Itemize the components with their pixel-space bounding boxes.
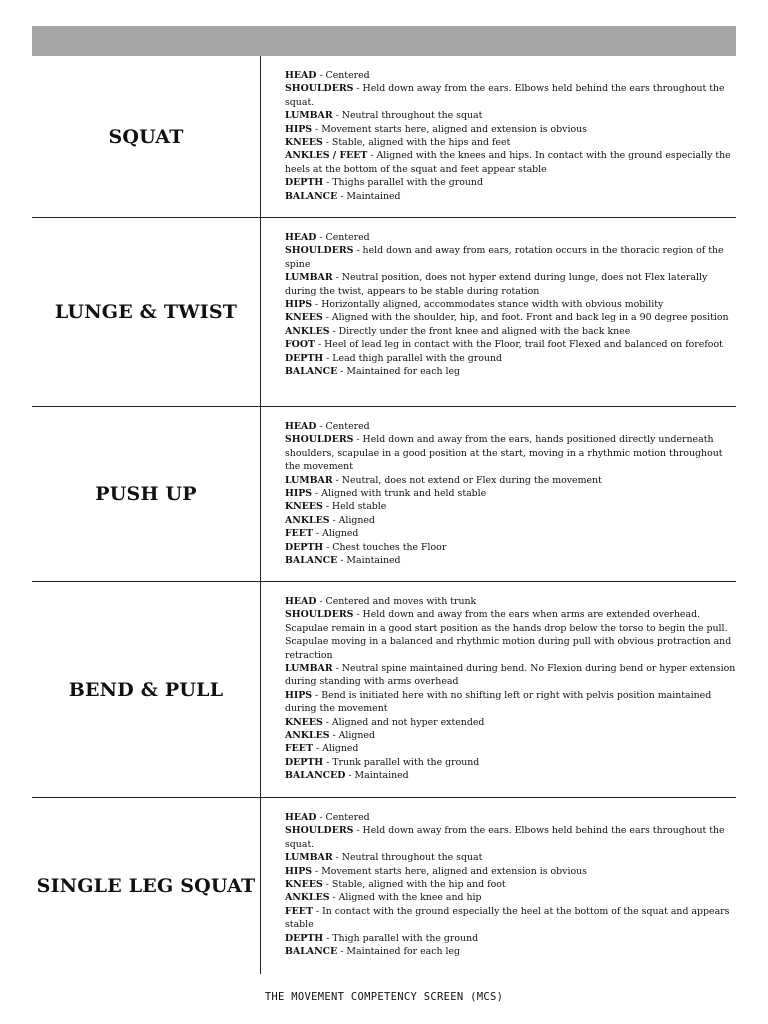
- table-row-single-leg-squat: [32, 798, 736, 974]
- criterion-text: - Heel of lead leg in contact with the Floor, trail foot Flexed and balanced on forefoot: [314, 339, 723, 351]
- criterion-key: FEET: [285, 528, 313, 540]
- criterion: [285, 891, 736, 904]
- criterion: [285, 769, 736, 782]
- criterion-text: - Centered: [316, 232, 370, 243]
- criterion: [285, 595, 736, 608]
- criterion-text: - Held down and away from the ears when arms are extended overhead. Scapulae remain in a good start position as the hands drop below the torso to begin the pull. Scapulae moving in a balanced and rhythmic motion during pull with obvious protraction and retraction: [285, 609, 732, 661]
- criterion: [285, 500, 736, 513]
- criterion-key: KNEES: [285, 716, 323, 728]
- criterion: [285, 905, 736, 932]
- table-row-lunge-twist: [32, 218, 736, 407]
- criterion-key: DEPTH: [285, 541, 324, 553]
- criterion-key: BALANCE: [285, 946, 338, 958]
- criterion-key: HIPS: [285, 865, 313, 877]
- criterion: [285, 851, 736, 864]
- movement-name-cell: [32, 582, 261, 797]
- criterion: [285, 149, 736, 176]
- criterion-key: SHOULDERS: [285, 434, 354, 446]
- criterion-text: - Aligned with the shoulder, hip, and foot. Front and back leg in a 90 degree position: [322, 312, 729, 324]
- page-footer: THE MOVEMENT COMPETENCY SCREEN (MCS): [264, 991, 504, 1003]
- criterion: [285, 729, 736, 742]
- criterion: [285, 69, 736, 82]
- criterion-text: - Stable, aligned with the hips and feet: [322, 137, 511, 149]
- criterion-key: SHOULDERS: [285, 245, 354, 257]
- criterion-text: - Centered and moves with trunk: [316, 596, 477, 607]
- criterion-text: - Aligned with trunk and held stable: [312, 488, 487, 500]
- criterion-key: HIPS: [285, 123, 313, 135]
- criterion-text: - Directly under the front knee and aligned with the back knee: [329, 325, 631, 337]
- movement-name: LUNGE & TWIST: [54, 301, 238, 323]
- criterion: [285, 527, 736, 540]
- criterion-key: LUMBAR: [285, 474, 333, 486]
- criterion-key: HEAD: [285, 421, 317, 432]
- criterion: [285, 109, 736, 122]
- criterion-key: BALANCE: [285, 190, 338, 202]
- criterion-key: KNEES: [285, 137, 323, 149]
- criterion-text: - Chest touches the Floor: [323, 541, 447, 553]
- criterion-text: - Maintained: [337, 190, 401, 202]
- table-row-push-up: [32, 407, 736, 582]
- criterion-key: DEPTH: [285, 932, 324, 944]
- criterion-key: ANKLES: [285, 730, 330, 742]
- table-row-bend-pull: [32, 582, 736, 798]
- criterion-text: - Held down away from the ears. Elbows held behind the ears throughout the squat.: [285, 825, 725, 850]
- criterion-key: HEAD: [285, 812, 317, 823]
- criterion-key: HIPS: [285, 488, 313, 500]
- criterion: [285, 311, 736, 324]
- criterion: [285, 878, 736, 891]
- criterion: [285, 82, 736, 109]
- criterion-text: - Aligned: [329, 730, 375, 742]
- criterion: [285, 487, 736, 500]
- criterion-key: LUMBAR: [285, 663, 333, 675]
- criterion-key: FEET: [285, 743, 313, 755]
- criterion: [285, 231, 736, 244]
- criterion-key: DEPTH: [285, 177, 324, 189]
- criterion: [285, 271, 736, 298]
- criterion: [285, 865, 736, 878]
- criteria-list: [261, 218, 736, 406]
- criterion-key: KNEES: [285, 312, 323, 324]
- criterion: [285, 932, 736, 945]
- criteria-list: [261, 407, 736, 581]
- criterion-text: - Aligned: [312, 528, 359, 540]
- movement-name-cell: [32, 798, 261, 974]
- movement-name-cell: [32, 56, 261, 217]
- criterion-text: - Horizontally aligned, accommodates stance width with obvious mobility: [312, 299, 664, 311]
- criterion-key: BALANCE: [285, 555, 338, 567]
- criterion-text: - Maintained for each leg: [337, 946, 461, 958]
- criterion-key: LUMBAR: [285, 852, 333, 864]
- criterion: [285, 716, 736, 729]
- criterion-text: - Centered: [316, 812, 370, 823]
- criterion-text: - Aligned: [329, 514, 375, 526]
- criterion-key: LUMBAR: [285, 272, 333, 284]
- criterion-key: FOOT: [285, 339, 315, 351]
- criterion-text: - Maintained: [345, 770, 409, 782]
- criterion-key: HIPS: [285, 689, 313, 701]
- criterion-text: - Movement starts here, aligned and extension is obvious: [312, 865, 587, 877]
- movement-name: PUSH UP: [95, 483, 197, 505]
- criterion: [285, 824, 736, 851]
- criterion-key: ANKLES / FEET: [285, 150, 368, 162]
- criterion-key: ANKLES: [285, 325, 330, 337]
- criterion: [285, 608, 736, 662]
- criterion: [285, 352, 736, 365]
- criterion-key: ANKLES: [285, 892, 330, 904]
- criterion: [285, 756, 736, 769]
- criterion-text: - Bend is initiated here with no shifting left or right with pelvis position maintained during the movement: [285, 689, 712, 715]
- criterion-key: BALANCE: [285, 366, 338, 378]
- criterion-text: - Centered: [316, 421, 370, 432]
- criterion-text: - Movement starts here, aligned and extension is obvious: [312, 123, 587, 135]
- criterion: [285, 554, 736, 567]
- criteria-list: [261, 582, 736, 797]
- criterion-key: KNEES: [285, 879, 323, 891]
- criterion-text: - Held down away from the ears. Elbows held behind the ears throughout the squat.: [285, 83, 725, 108]
- criterion: [285, 176, 736, 189]
- criterion-text: - Neutral position, does not hyper extend during lunge, does not Flex laterally during the twist, appears to be stable during rotation: [285, 272, 708, 297]
- criterion-text: - Aligned and not hyper extended: [322, 716, 485, 728]
- criteria-list: [261, 56, 736, 217]
- movement-name-cell: [32, 218, 261, 406]
- criterion-text: - Maintained for each leg: [337, 366, 461, 378]
- criterion: [285, 742, 736, 755]
- movement-name-cell: [32, 407, 261, 581]
- criterion-text: - Thigh parallel with the ground: [323, 932, 479, 944]
- criterion: [285, 298, 736, 311]
- criterion-text: - Maintained: [337, 555, 401, 567]
- criterion-text: - Neutral, does not extend or Flex during the movement: [332, 474, 602, 486]
- criterion-text: - Lead thigh parallel with the ground: [323, 352, 502, 364]
- movement-name: BEND & PULL: [68, 678, 224, 701]
- criterion: [285, 662, 736, 689]
- criterion-text: - In contact with the ground especially the heel at the bottom of the squat and appears stable: [285, 905, 730, 931]
- criterion-key: SHOULDERS: [285, 609, 354, 621]
- criterion: [285, 433, 736, 473]
- criterion-text: - Neutral spine maintained during bend. No Flexion during bend or hyper extension during standing with arms overhead: [285, 663, 736, 688]
- criterion-text: - Held down and away from the ears, hands positioned directly underneath shoulders, scapulae in a good position at the start, moving in a rhythmic motion throughout the movement: [285, 434, 723, 473]
- criterion-text: - Trunk parallel with the ground: [323, 756, 480, 768]
- criterion: [285, 338, 736, 351]
- criterion-key: DEPTH: [285, 756, 324, 768]
- criterion-text: - Stable, aligned with the hip and foot: [322, 879, 506, 891]
- criterion-text: - Held stable: [322, 501, 387, 513]
- criterion-text: - Neutral throughout the squat: [332, 852, 483, 864]
- criterion-key: SHOULDERS: [285, 83, 354, 95]
- criterion: [285, 945, 736, 958]
- criterion-text: - Thighs parallel with the ground: [323, 177, 483, 189]
- criterion-text: - Neutral throughout the squat: [332, 110, 483, 122]
- criterion: [285, 514, 736, 527]
- table-row-squat: [32, 56, 736, 218]
- criterion-key: KNEES: [285, 501, 323, 513]
- criterion-key: HEAD: [285, 232, 317, 243]
- criterion: [285, 123, 736, 136]
- movement-table: [32, 56, 736, 974]
- criterion-key: BALANCED: [285, 770, 346, 782]
- criterion: [285, 541, 736, 554]
- table-header-bar: [32, 26, 736, 56]
- criterion-key: HEAD: [285, 70, 317, 81]
- movement-name: SINGLE LEG SQUAT: [36, 875, 256, 897]
- criterion-text: - Aligned with the knees and hips. In contact with the ground especially the heels at the bottom of the squat and feet appear stable: [285, 150, 731, 175]
- criterion-key: LUMBAR: [285, 110, 333, 122]
- criterion-text: - Aligned with the knee and hip: [329, 892, 482, 904]
- criterion: [285, 136, 736, 149]
- criterion-key: SHOULDERS: [285, 825, 354, 837]
- criterion-text: - Centered: [316, 70, 370, 81]
- criterion: [285, 244, 736, 271]
- criterion-key: HIPS: [285, 299, 313, 311]
- criterion-text: - held down and away from ears, rotation occurs in the thoracic region of the spine: [285, 245, 724, 270]
- criterion: [285, 365, 736, 378]
- criterion-text: - Aligned: [312, 743, 359, 755]
- criterion: [285, 420, 736, 433]
- criterion-key: HEAD: [285, 596, 317, 607]
- criterion: [285, 474, 736, 487]
- movement-name: SQUAT: [108, 125, 184, 148]
- criteria-list: [261, 798, 736, 974]
- criterion-key: FEET: [285, 905, 313, 917]
- criterion: [285, 325, 736, 338]
- criterion: [285, 190, 736, 203]
- criterion: [285, 811, 736, 824]
- criterion: [285, 689, 736, 716]
- criterion-key: ANKLES: [285, 514, 330, 526]
- criterion-key: DEPTH: [285, 352, 324, 364]
